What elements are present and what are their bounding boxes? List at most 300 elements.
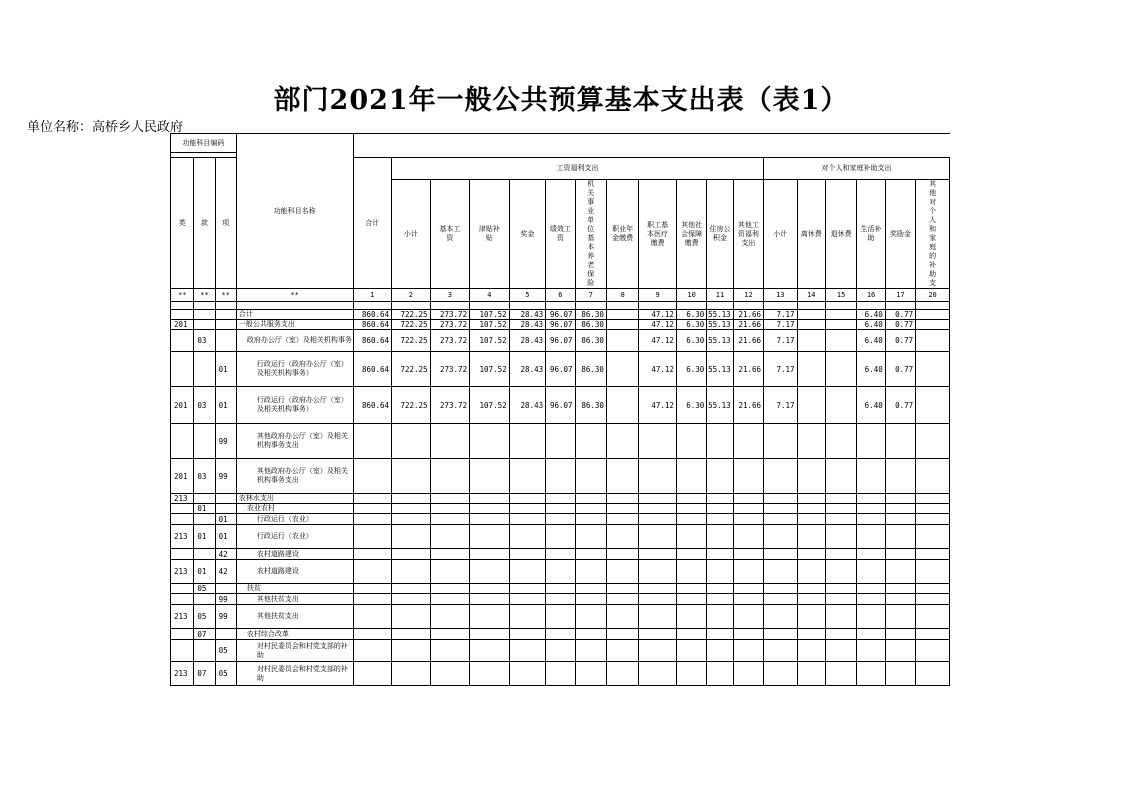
amount-cell [733,504,763,514]
amount-cell: 860.64 [353,310,392,320]
amount-cell [857,584,885,594]
amount-cell [825,459,856,494]
xiang-code: 05 [215,640,236,662]
column-header: 住房公积金 [707,180,733,289]
column-index: 16 [857,289,885,302]
amount-cell [575,459,606,494]
amount-cell [392,459,431,494]
lei-code: 213 [171,494,194,504]
amount-cell [392,640,431,662]
amount-cell: 722.25 [392,387,431,424]
amount-cell [764,662,797,686]
kuan-code [194,352,215,387]
amount-cell [470,662,510,686]
amount-cell [797,640,825,662]
xiang-code: 01 [215,387,236,424]
amount-cell [509,459,546,494]
lei-code [171,640,194,662]
amount-cell [575,504,606,514]
amount-cell [707,605,733,629]
amount-cell [885,584,915,594]
amount-cell [885,594,915,605]
amount-cell: 7.17 [764,320,797,330]
column-header: 其他社会保障缴费 [676,180,706,289]
amount-cell [546,605,575,629]
amount-cell [546,640,575,662]
subject-name: 其他政府办公厅（室）及相关机构事务支出 [236,424,353,459]
spacer-cell [509,302,546,310]
amount-cell [509,629,546,640]
kuan-code: 03 [194,459,215,494]
column-index: 8 [606,289,638,302]
amount-cell [707,459,733,494]
amount-cell [707,504,733,514]
amount-cell [606,330,638,352]
amount-cell: 21.66 [733,352,763,387]
column-index: 5 [509,289,546,302]
xiang-code [215,320,236,330]
column-header: 奖励金 [885,180,915,289]
amount-cell [707,662,733,686]
amount-cell: 96.07 [546,352,575,387]
column-index: 4 [470,289,510,302]
spacer-cell [546,302,575,310]
amount-cell [353,605,392,629]
table-row [171,629,950,640]
lei-code [171,424,194,459]
amount-cell [916,640,950,662]
kuan-code [194,320,215,330]
amount-cell [509,424,546,459]
amount-cell [916,560,950,584]
amount-cell [430,549,470,560]
amount-cell [916,424,950,459]
lei-code: 201 [171,387,194,424]
star-marker: ** [171,289,194,302]
lei-code [171,504,194,514]
subject-name: 行政运行（农业） [236,525,353,549]
amount-cell [430,560,470,584]
code-group-header: 功能科目编码 [171,134,237,153]
amount-cell [606,584,638,594]
column-index: 15 [825,289,856,302]
spacer-cell [236,302,353,310]
amount-cell [825,320,856,330]
amount-cell [430,594,470,605]
amount-cell: 21.66 [733,330,763,352]
table-row [171,605,950,629]
subject-name: 一般公共服务支出 [236,320,353,330]
amount-cell [916,662,950,686]
amount-cell [470,605,510,629]
amount-cell [797,459,825,494]
amount-cell [825,584,856,594]
amount-cell [676,594,706,605]
amount-cell [825,310,856,320]
spacer-cell [575,302,606,310]
subject-name: 农村道路建设 [236,549,353,560]
amount-cell [797,387,825,424]
column-header: 职业年金缴费 [606,180,638,289]
amount-cell [825,514,856,525]
amount-cell [575,514,606,525]
amount-cell [546,629,575,640]
amount-cell: 860.64 [353,330,392,352]
amount-cell [353,504,392,514]
amount-cell: 55.13 [707,387,733,424]
amount-cell [885,549,915,560]
amount-cell [733,514,763,525]
amount-cell [470,424,510,459]
subject-name: 其他扶贫支出 [236,605,353,629]
amount-cell [639,594,677,605]
amount-cell [916,387,950,424]
column-header: 基本工资 [430,180,470,289]
amount-cell [606,310,638,320]
amount-cell: 96.07 [546,320,575,330]
amount-cell [546,594,575,605]
amount-cell [733,560,763,584]
amount-cell [825,549,856,560]
amount-cell [797,629,825,640]
amount-cell [392,594,431,605]
amount-cell: 6.40 [857,320,885,330]
spacer-cell [639,302,677,310]
column-index: 6 [546,289,575,302]
kuan-code [194,310,215,320]
amount-cell: 7.17 [764,352,797,387]
amount-cell [509,662,546,686]
page-title: 部门2021年一般公共预算基本支出表（表1） [273,85,849,116]
amount-cell [606,662,638,686]
lei-code: 213 [171,525,194,549]
amount-cell [575,525,606,549]
amount-cell [575,605,606,629]
amount-cell [353,424,392,459]
amount-cell [797,320,825,330]
amount-cell [797,494,825,504]
amount-cell [707,525,733,549]
amount-cell [353,514,392,525]
amount-cell [639,584,677,594]
amount-cell [857,605,885,629]
amount-cell [916,494,950,504]
total-header: 合计 [353,158,392,289]
amount-cell: 28.43 [509,320,546,330]
amount-cell [606,560,638,584]
lei-code [171,330,194,352]
amount-cell: 21.66 [733,387,763,424]
spacer-cell [733,302,763,310]
subject-name: 农林水支出 [236,494,353,504]
spacer-cell [676,302,706,310]
amount-cell [857,560,885,584]
amount-cell [430,525,470,549]
lei-code: 213 [171,560,194,584]
amount-cell [764,640,797,662]
amount-cell [707,424,733,459]
amount-cell [606,594,638,605]
amount-cell [916,629,950,640]
kuan-code: 07 [194,629,215,640]
table-row [171,310,950,320]
amount-cell [885,560,915,584]
amount-cell [916,584,950,594]
kuan-code [194,640,215,662]
amount-cell [546,560,575,584]
amount-cell [639,605,677,629]
amount-cell [353,629,392,640]
column-index: 13 [764,289,797,302]
table-row [171,640,950,662]
lei-code [171,514,194,525]
amount-cell [470,594,510,605]
amount-cell [546,549,575,560]
amount-cell [392,494,431,504]
amount-cell [575,629,606,640]
amount-cell: 86.30 [575,330,606,352]
amount-cell [639,459,677,494]
amount-cell: 6.40 [857,330,885,352]
column-index: 20 [916,289,950,302]
amount-cell [430,514,470,525]
amount-cell: 107.52 [470,387,510,424]
amount-cell [825,629,856,640]
amount-cell [509,494,546,504]
amount-cell: 47.12 [639,320,677,330]
column-index: 14 [797,289,825,302]
spacer-cell [215,302,236,310]
table-row [171,424,950,459]
salary-group-header: 工资福利支出 [392,158,764,180]
amount-cell [797,584,825,594]
amount-cell: 55.13 [707,320,733,330]
amount-cell [606,504,638,514]
amount-cell [575,494,606,504]
amount-cell [857,629,885,640]
table-row [171,560,950,584]
column-index: 11 [707,289,733,302]
name-col-header: 功能科目名称 [236,134,353,289]
amount-cell [430,629,470,640]
amount-cell: 6.30 [676,330,706,352]
amount-cell [676,514,706,525]
amount-cell: 28.43 [509,330,546,352]
amount-cell [707,640,733,662]
personal-group-header: 对个人和家庭补助支出 [764,158,950,180]
amount-cell [825,504,856,514]
xiang-code [215,330,236,352]
subject-name: 农村综合改革 [236,629,353,640]
column-header: 机关事业单位基本养老保险 [575,180,606,289]
table-row [171,594,950,605]
subject-name: 合计 [236,310,353,320]
spacer-cell [885,302,915,310]
kuan-header: 款 [194,158,215,289]
amount-cell [916,605,950,629]
amount-cell [857,640,885,662]
amount-cell [392,504,431,514]
kuan-code [194,549,215,560]
kuan-code: 01 [194,560,215,584]
amount-cell: 107.52 [470,320,510,330]
amount-cell: 0.77 [885,352,915,387]
amount-cell: 860.64 [353,320,392,330]
spacer-cell [916,302,950,310]
amount-cell [353,560,392,584]
spacer-cell [857,302,885,310]
amount-cell: 21.66 [733,310,763,320]
amount-cell [764,459,797,494]
lei-code [171,594,194,605]
table-row [171,504,950,514]
amount-cell [885,494,915,504]
amount-cell [916,352,950,387]
amount-cell [392,525,431,549]
table-row [171,584,950,594]
amount-cell [392,424,431,459]
kuan-code: 03 [194,330,215,352]
spacer-cell [194,302,215,310]
amount-cell [639,424,677,459]
amount-cell [676,525,706,549]
amount-cell [857,525,885,549]
amount-cell [575,584,606,594]
amount-cell: 0.77 [885,387,915,424]
amount-cell [676,605,706,629]
amount-cell [639,494,677,504]
amount-cell [733,640,763,662]
amount-cell [733,494,763,504]
amount-cell [676,549,706,560]
kuan-code [194,424,215,459]
column-index: 1 [353,289,392,302]
xiang-code: 99 [215,459,236,494]
amount-cell [707,584,733,594]
amount-cell [916,320,950,330]
amount-cell [353,459,392,494]
amount-cell [676,504,706,514]
amount-cell: 6.40 [857,352,885,387]
amount-cell [797,352,825,387]
column-index: 10 [676,289,706,302]
amount-cell [797,662,825,686]
amount-cell [797,549,825,560]
amount-cell: 55.13 [707,330,733,352]
amount-cell [639,549,677,560]
amount-cell [546,494,575,504]
amount-cell [575,560,606,584]
amount-cell: 0.77 [885,310,915,320]
amount-cell: 722.25 [392,320,431,330]
unit-name-label: 单位名称：高桥乡人民政府 [27,120,184,135]
amount-cell [353,584,392,594]
amount-cell [509,525,546,549]
lei-code: 213 [171,662,194,686]
amount-cell [707,549,733,560]
amount-cell [825,605,856,629]
amount-cell: 6.30 [676,310,706,320]
amount-cell [885,629,915,640]
amount-cell [825,640,856,662]
amount-cell [575,640,606,662]
amount-cell [797,424,825,459]
amount-cell: 28.43 [509,352,546,387]
amount-cell [606,514,638,525]
amount-cell [764,584,797,594]
amount-cell [639,629,677,640]
budget-table [170,133,950,686]
amount-cell [797,514,825,525]
amount-cell: 6.30 [676,352,706,387]
amount-cell [470,525,510,549]
amount-cell [509,504,546,514]
amount-cell [825,330,856,352]
amount-cell [470,549,510,560]
amount-cell [916,330,950,352]
column-header: 津贴补贴 [470,180,510,289]
amount-cell [546,584,575,594]
amount-cell [797,330,825,352]
amount-cell [606,459,638,494]
xiang-code: 01 [215,352,236,387]
kuan-code: 05 [194,584,215,594]
amount-cell [764,494,797,504]
amount-cell [470,584,510,594]
amount-cell [639,504,677,514]
subject-name: 农业农村 [236,504,353,514]
amount-cell: 6.40 [857,310,885,320]
amount-cell [606,424,638,459]
amount-cell [797,310,825,320]
amount-cell [353,662,392,686]
amount-cell [676,584,706,594]
column-index: 7 [575,289,606,302]
amount-cell [430,424,470,459]
amount-cell [575,662,606,686]
amount-cell [639,662,677,686]
amount-cell: 273.72 [430,320,470,330]
amount-cell [733,459,763,494]
column-header: 生活补助 [857,180,885,289]
lei-code [171,352,194,387]
amount-cell [430,662,470,686]
amount-cell [733,584,763,594]
amount-cell [606,494,638,504]
amount-cell [470,560,510,584]
amount-cell [916,504,950,514]
amount-cell [676,560,706,584]
amount-cell [509,640,546,662]
kuan-code: 01 [194,504,215,514]
amount-cell [885,504,915,514]
xiang-code [215,494,236,504]
kuan-code [194,514,215,525]
amount-cell [707,514,733,525]
amount-cell [857,662,885,686]
amount-cell [470,629,510,640]
amount-cell [797,594,825,605]
amount-cell [885,605,915,629]
amount-cell [733,525,763,549]
lei-code: 201 [171,320,194,330]
amount-cell [546,459,575,494]
amount-cell [470,504,510,514]
subject-name: 对村民委员会和村党支部的补助 [236,662,353,686]
amount-cell [916,594,950,605]
amount-cell: 47.12 [639,352,677,387]
column-header: 其他工资福利支出 [733,180,763,289]
